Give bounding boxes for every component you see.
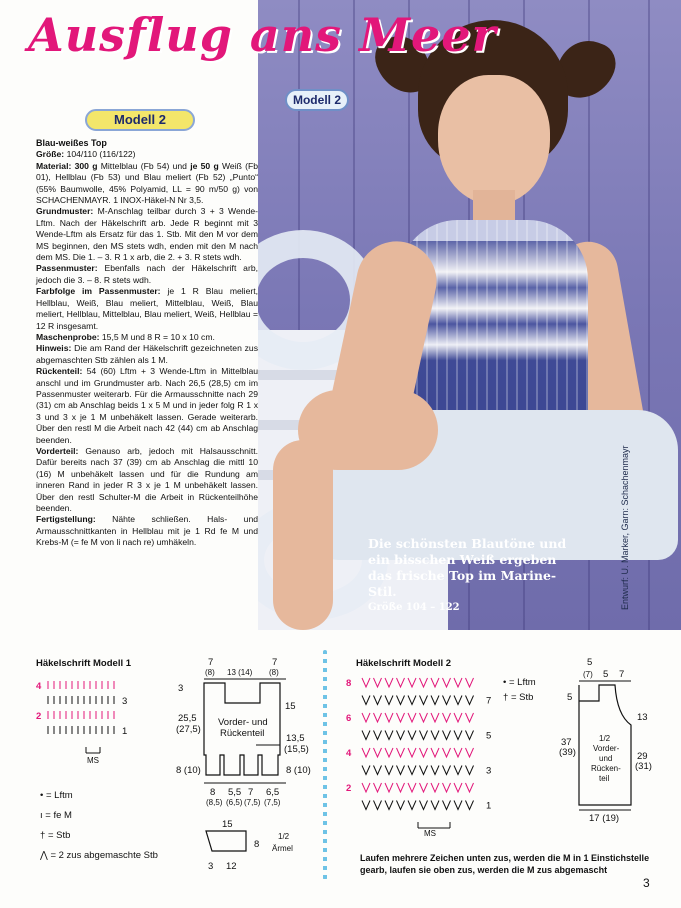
stitch-symbol xyxy=(454,678,462,687)
stitch-symbol xyxy=(420,766,428,775)
stitch-symbol xyxy=(431,766,439,775)
stitch-symbol xyxy=(385,731,393,740)
stitch-symbol xyxy=(443,783,451,792)
text-material-c: je 50 g xyxy=(190,160,219,171)
label-farbfolge: Farbfolge im Passenmuster: xyxy=(36,286,161,297)
stitch-symbol xyxy=(397,748,405,757)
label-passenmuster: Passenmuster: xyxy=(36,263,98,274)
piece-label: teil xyxy=(599,774,610,783)
dim-label: 8 xyxy=(210,787,216,798)
piece-label: Rückenteil xyxy=(220,728,265,739)
stitch-symbol xyxy=(362,801,370,810)
chart1-row-label: 1 xyxy=(122,726,128,737)
stitch-symbol xyxy=(454,713,462,722)
dim-label: 7 xyxy=(248,787,254,798)
legend-fem: = fe M xyxy=(45,810,72,821)
stitch-symbol xyxy=(466,731,474,740)
dim-label: 37 xyxy=(561,737,572,748)
stitch-symbol xyxy=(408,678,416,687)
dim-label: 5 xyxy=(603,669,609,680)
dim-label: (6,5) xyxy=(226,798,243,807)
dim-label: (27,5) xyxy=(176,724,201,735)
piece-label: Rücken- xyxy=(591,764,621,773)
text-farbfolge: je 1 R Blau meliert, Hellblau, Weiß, Blau meliert, Mittelblau, Weiß, Blau meliert, Hellblau, Mittelblau, Blau meliert, Weiß, Hellblau = 12 R insgesamt. xyxy=(36,286,259,331)
stitch-symbol xyxy=(466,713,474,722)
stitch-symbol xyxy=(466,766,474,775)
dim-label: (15,5) xyxy=(284,744,309,755)
dim-label: 15 xyxy=(222,819,233,830)
diagram1-title: Häkelschrift Modell 1 xyxy=(36,658,132,669)
chart1-stitch-grid xyxy=(48,681,114,734)
model-badge-heading: Modell 2 xyxy=(85,109,195,131)
stitch-symbol xyxy=(385,678,393,687)
stitch-symbol xyxy=(420,696,428,705)
stitch-symbol xyxy=(408,696,416,705)
dim-label: 13 xyxy=(637,712,648,723)
chart2-row-label: 3 xyxy=(486,765,492,777)
diagram2-legend xyxy=(503,677,536,712)
stb-symbol: † xyxy=(40,830,46,841)
legend-stb: = Stb xyxy=(47,830,71,841)
photo-caption xyxy=(368,536,578,616)
stitch-symbol xyxy=(374,748,382,757)
dim-label: 7 xyxy=(272,657,278,668)
chart2-ms-label: MS xyxy=(424,829,436,838)
piece-label: Ärmel xyxy=(272,844,293,853)
zus-stb-symbol: ⋀ xyxy=(40,850,48,861)
stitch-symbol xyxy=(443,801,451,810)
caption-line: Die schönsten Blautöne und xyxy=(368,536,567,551)
stitch-symbol xyxy=(362,748,370,757)
stitch-symbol xyxy=(362,713,370,722)
stitch-symbol xyxy=(397,801,405,810)
stitch-symbol xyxy=(385,766,393,775)
stitch-symbol xyxy=(408,748,416,757)
dim-label: (39) xyxy=(559,747,576,758)
stitch-symbol xyxy=(420,801,428,810)
crochet-chart-model2 xyxy=(344,672,507,840)
column-divider xyxy=(323,650,327,880)
dim-label: 7 xyxy=(619,669,625,680)
label-grundmuster: Grundmuster: xyxy=(36,206,94,217)
stitch-symbol xyxy=(466,748,474,757)
chart1-row-label: 3 xyxy=(122,696,128,707)
text-fertigstellung: Nähte schließen. Hals- und Armausschnittkanten in Hellblau mit je 1 Rd fe M und Krebs-M (= fe M von li nach re) umhäkeln. xyxy=(36,514,259,548)
stitch-symbol xyxy=(443,731,451,740)
dim-label: 3 xyxy=(178,683,184,694)
stitch-symbol xyxy=(408,731,416,740)
stitch-symbol xyxy=(397,731,405,740)
chart2-row-label: 6 xyxy=(346,713,352,724)
dim-label: 8 (10) xyxy=(176,765,201,776)
label-groesse: Größe: xyxy=(36,149,65,160)
dim-label: 8 (10) xyxy=(286,765,311,776)
stitch-symbol xyxy=(385,801,393,810)
chart2-row-label: 2 xyxy=(346,783,352,794)
stitch-symbol xyxy=(374,731,382,740)
dim-label: (31) xyxy=(635,761,652,772)
stitch-symbol xyxy=(385,696,393,705)
stitch-symbol xyxy=(420,713,428,722)
stitch-symbol xyxy=(374,713,382,722)
stitch-symbol xyxy=(420,748,428,757)
piece-label: 1/2 xyxy=(278,832,290,841)
stitch-symbol xyxy=(362,678,370,687)
lftm-symbol: • xyxy=(503,677,507,688)
stitch-symbol xyxy=(374,678,382,687)
schematic-model1 xyxy=(170,655,320,875)
stitch-symbol xyxy=(431,783,439,792)
dim-label: 3 xyxy=(208,861,214,872)
text-vorderteil: Genauso arb, jedoch mit Halsausschnitt. Dafür bereits nach 37 (39) cm ab Anschlag die mittl 10 (16) M unbehäkelt lassen und für die Rundung am inneren Rand in jeder R 3 x je 1 M unbehäkelt lassen. Über den restl Schulter-M die Arbeit in Rückenteilhöhe beenden. xyxy=(36,445,258,513)
chart2-row-label: 5 xyxy=(486,730,492,742)
chart2-row-label: 8 xyxy=(346,678,352,689)
text-passenmuster: Ebenfalls nach der Häkelschrift arb, jedoch die 3. – 8. R stets wdh. xyxy=(36,263,258,285)
diagram1-legend xyxy=(40,790,158,870)
page-number: 3 xyxy=(643,876,650,890)
stitch-symbol xyxy=(362,731,370,740)
chart-note: Laufen mehrere Zeichen unten zus, werden die M in 1 Einstichstelle gearb, laufen sie oben zus, werden die M zus abgemascht xyxy=(360,853,650,875)
chart2-stitch-grid xyxy=(362,678,474,810)
stitch-symbol xyxy=(385,748,393,757)
diagram2-title: Häkelschrift Modell 2 xyxy=(356,658,452,669)
chart1-row-label: 4 xyxy=(36,681,42,692)
dim-label: 7 xyxy=(208,657,214,668)
stitch-symbol xyxy=(454,748,462,757)
dim-label: (7,5) xyxy=(244,798,261,807)
model-badge-photo: Modell 2 xyxy=(285,89,349,111)
fem-symbol: ı xyxy=(40,810,43,821)
stitch-symbol xyxy=(420,783,428,792)
stitch-symbol xyxy=(408,766,416,775)
stitch-symbol xyxy=(466,696,474,705)
stitch-symbol xyxy=(397,696,405,705)
dim-label: (8) xyxy=(205,668,215,677)
stitch-symbol xyxy=(397,713,405,722)
stitch-symbol xyxy=(408,801,416,810)
label-material: Material: xyxy=(36,160,72,171)
dim-label: (7,5) xyxy=(264,798,281,807)
caption-line: das frische Top im Marine-Stil. xyxy=(368,568,557,599)
dim-label: 25,5 xyxy=(178,713,197,724)
stitch-symbol xyxy=(454,783,462,792)
text-material-b: Mittelblau (Fb 54) und xyxy=(100,160,187,171)
stitch-symbol xyxy=(374,801,382,810)
stitch-symbol xyxy=(454,801,462,810)
legend-stb: = Stb xyxy=(510,692,534,703)
stitch-symbol xyxy=(466,783,474,792)
stitch-symbol xyxy=(431,731,439,740)
label-hinweis: Hinweis: xyxy=(36,343,72,354)
caption-size: Größe 104 – 122 xyxy=(368,602,460,613)
piece-label: Vorder- xyxy=(593,744,620,753)
chart2-row-label: 4 xyxy=(346,748,352,759)
chart2-row-label: 7 xyxy=(486,695,492,707)
legend-zus: = 2 zus abgemaschte Stb xyxy=(50,850,158,861)
stitch-symbol xyxy=(431,748,439,757)
stitch-symbol xyxy=(431,678,439,687)
piece-label: und xyxy=(599,754,613,763)
lftm-symbol: • xyxy=(40,790,44,801)
dim-label: (8) xyxy=(269,668,279,677)
dim-label: 5,5 xyxy=(228,787,242,798)
stitch-symbol xyxy=(374,696,382,705)
legend-lftm: = Lftm xyxy=(45,790,73,801)
dim-label: 12 xyxy=(226,861,237,872)
stitch-symbol xyxy=(466,801,474,810)
text-hinweis: Die am Rand der Häkelschrift gezeichneten zus abgemaschten Stb zählen als 1 M. xyxy=(36,343,258,365)
label-vorderteil: Vorderteil: xyxy=(36,445,79,456)
stitch-symbol xyxy=(362,783,370,792)
stitch-symbol xyxy=(443,748,451,757)
dim-label: (8,5) xyxy=(206,798,223,807)
stitch-symbol xyxy=(443,696,451,705)
stb-symbol: † xyxy=(503,692,509,703)
label-rueckenteil: Rückenteil: xyxy=(36,366,83,377)
text-rueckenteil: 54 (60) Lftm + 3 Wende-Lftm in Mittelblau anschl und im Grundmuster arb. Nach 26,5 (28,5) cm im Passenmuster weiterarb. Für die Armausschnitte nach 29 (31) cm ab Anschlag beids 1 x 5 M und in jeder folg R 1 x 3 und 3 x je 1 M unbehäkelt lassen. Gerade weiterarb. Über den restl M die Arbeit nach 42 (44) cm ab Anschlag beenden. xyxy=(36,366,258,445)
text-grundmuster: M-Anschlag teilbar durch 3 + 3 Wende-Lftm. Nach der Häkelschrift arb. Jede R beginnt mit 3 Wende-Lftm als Ersatz für das 1. Stb. Mit den M vor dem MS beginnen, den MS stets wdh, enden mit den M nach dem MS. Die 1. – 3. R 1 x arb, die 2. + 3. R stets wdh. xyxy=(36,206,258,263)
dim-label: 15 xyxy=(285,701,296,712)
stitch-symbol xyxy=(420,731,428,740)
stitch-symbol xyxy=(385,783,393,792)
chart1-ms-label: MS xyxy=(87,756,99,765)
label-maschenprobe: Maschenprobe: xyxy=(36,331,100,342)
dim-label: 17 (19) xyxy=(589,813,620,824)
chart2-row-label: 1 xyxy=(486,800,492,812)
stitch-symbol xyxy=(431,713,439,722)
text-maschenprobe: 15,5 M und 8 R = 10 x 10 cm. xyxy=(101,331,215,342)
stitch-symbol xyxy=(362,696,370,705)
stitch-symbol xyxy=(397,783,405,792)
piece-label: 1/2 xyxy=(599,734,611,743)
caption-line: ein bisschen Weiß ergeben xyxy=(368,552,557,567)
legend-lftm: = Lftm xyxy=(508,677,536,688)
crochet-chart-model1 xyxy=(34,675,144,765)
stitch-symbol xyxy=(408,713,416,722)
stitch-symbol xyxy=(374,766,382,775)
stitch-symbol xyxy=(443,766,451,775)
photo-credit: Entwurf: U. Marker, Garn: Schachenmayr xyxy=(620,445,630,610)
stitch-symbol xyxy=(408,783,416,792)
instructions-text xyxy=(36,138,258,549)
stitch-symbol xyxy=(454,766,462,775)
stitch-symbol xyxy=(431,696,439,705)
stitch-symbol xyxy=(385,713,393,722)
dim-label: 6,5 xyxy=(266,787,280,798)
stitch-symbol xyxy=(362,766,370,775)
page-title: Ausflug ans Meer xyxy=(28,8,497,62)
stitch-symbol xyxy=(374,783,382,792)
dim-label: (7) xyxy=(583,670,593,679)
stitch-symbol xyxy=(397,766,405,775)
dim-label: 5 xyxy=(567,692,573,703)
stitch-symbol xyxy=(431,801,439,810)
instructions-heading: Blau-weißes Top xyxy=(36,138,107,148)
dim-label: 13,5 xyxy=(286,733,305,744)
text-material-d: Weiß (Fb 01), Hellblau (Fb 53) und Blau meliert (Fb 52) „Punto“ (55% Baumwolle, 45% Polyamid, LL = 90 m/50 g) von SCHACHENMAYR. 1 INOX-Häkel-N Nr 3,5. xyxy=(36,160,259,206)
stitch-symbol xyxy=(454,696,462,705)
dim-label: 13 (14) xyxy=(227,668,253,677)
text-material-a: 300 g xyxy=(74,160,98,171)
schematic-model2 xyxy=(555,655,673,825)
dim-label: 8 xyxy=(254,839,260,850)
stitch-symbol xyxy=(397,678,405,687)
girl-face xyxy=(438,75,550,205)
chart1-row-label: 2 xyxy=(36,711,42,722)
stitch-symbol xyxy=(443,713,451,722)
stitch-symbol xyxy=(443,678,451,687)
piece-label: Vorder- und xyxy=(218,717,268,728)
label-fertigstellung: Fertigstellung: xyxy=(36,514,96,525)
stitch-symbol xyxy=(420,678,428,687)
stitch-symbol xyxy=(466,678,474,687)
text-groesse: 104/110 (116/122) xyxy=(66,149,136,160)
dim-label: 5 xyxy=(587,657,593,668)
stitch-symbol xyxy=(454,731,462,740)
dim-label: 29 xyxy=(637,751,648,762)
